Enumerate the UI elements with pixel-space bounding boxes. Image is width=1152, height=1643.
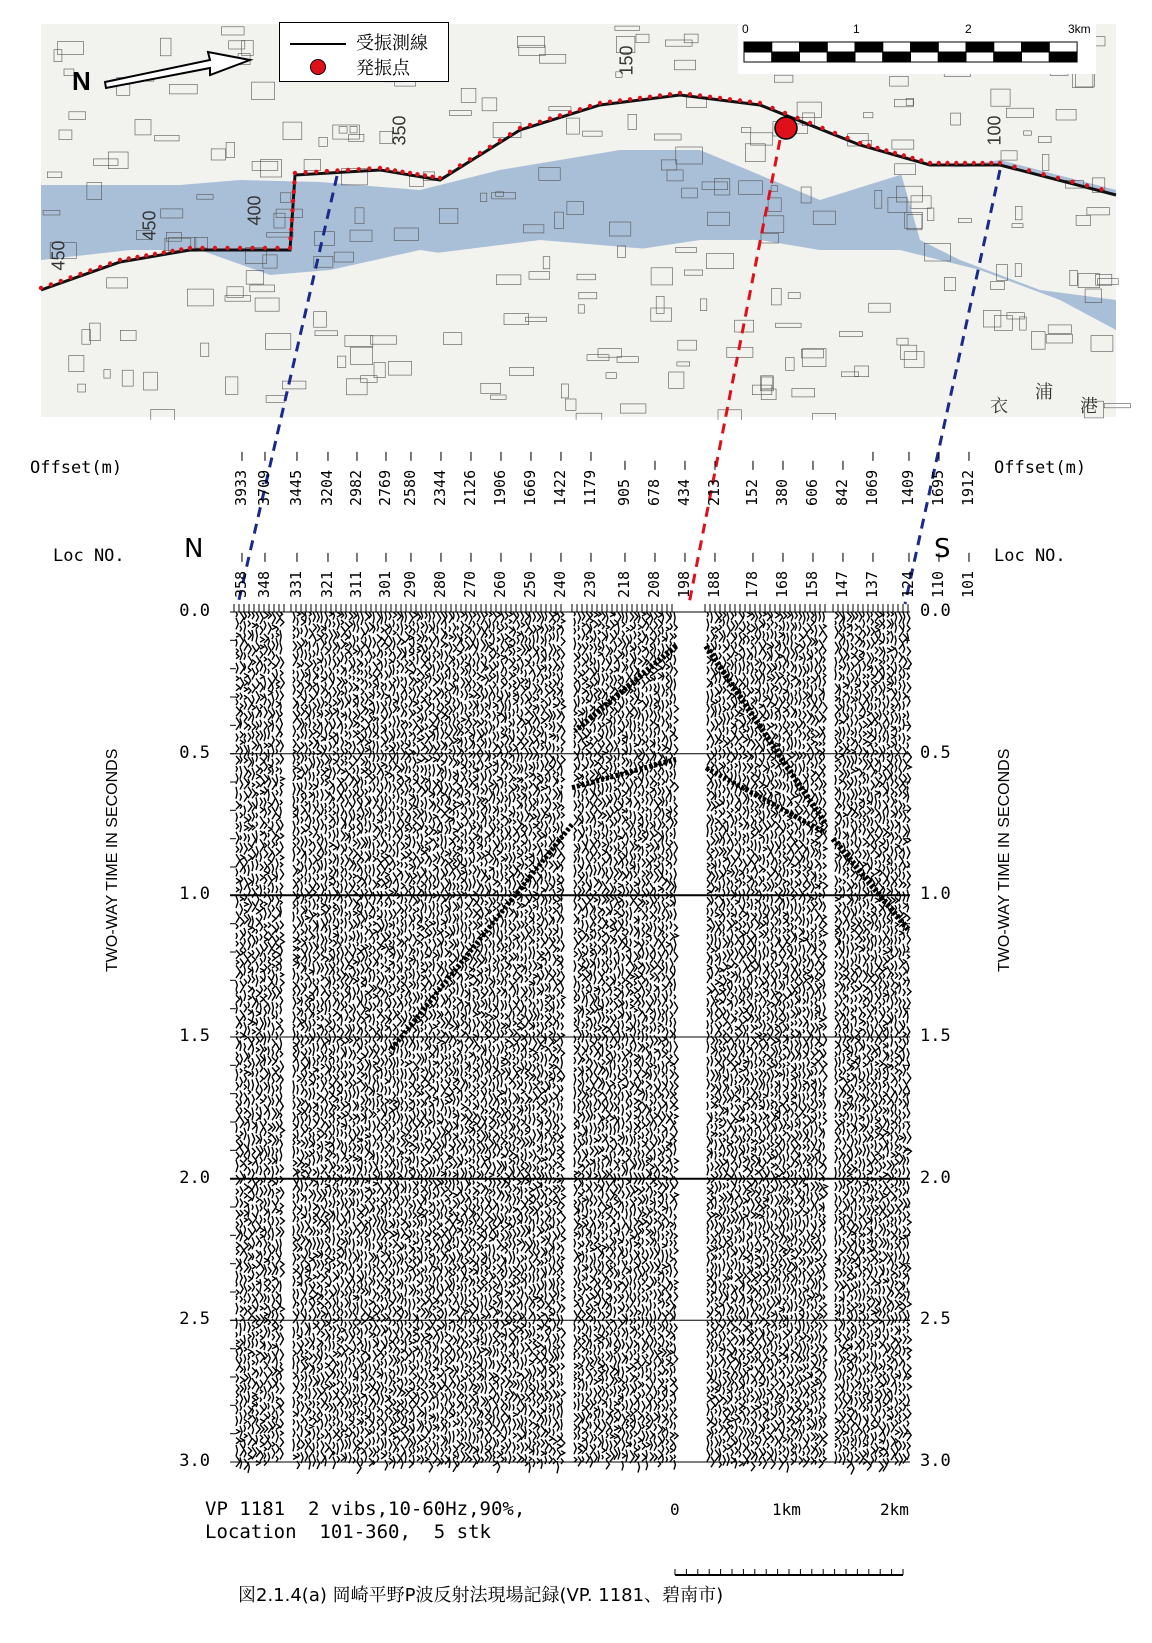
loc-value-198: 198 — [675, 552, 693, 598]
time-tick-left-3.0: 3.0 [179, 1451, 210, 1471]
map-place-450: 450 [139, 210, 160, 241]
offset-value-110: 1695 — [929, 451, 947, 506]
offset-value-358: 3933 — [232, 451, 250, 506]
map-scale-label-1: 1 [853, 22, 860, 36]
offset-value-188: 213 — [705, 460, 723, 506]
loc-value-240: 240 — [551, 552, 569, 598]
map-scale-label-3: 3km [1068, 22, 1091, 36]
loc-value-230: 230 — [581, 552, 599, 598]
offset-value-198: 434 — [675, 460, 693, 506]
offset-value-137: 1069 — [863, 451, 881, 506]
seismic-record [234, 612, 911, 1475]
loc-value-168: 168 — [773, 552, 791, 598]
connector-line-north [238, 176, 337, 604]
time-tick-left-2.5: 2.5 [179, 1309, 210, 1330]
loc-label-right: Loc NO. [994, 546, 1066, 566]
time-tick-left-1.0: 1.0 [179, 884, 210, 905]
connector-line-south [905, 170, 1000, 604]
time-tick-right-3.0: 3.0 [920, 1451, 951, 1471]
figure-caption: 図2.1.4(a) 岡崎平野P波反射法現場記録(VP. 1181、碧南市) [238, 1585, 724, 1606]
connector-lines [238, 140, 1000, 604]
loc-value-208: 208 — [645, 552, 663, 598]
loc-value-321: 321 — [318, 552, 336, 598]
offset-value-331: 3445 — [287, 451, 305, 506]
receiver-line-label: 受振測線 [356, 33, 428, 53]
loc-value-137: 137 — [863, 552, 881, 598]
offset-value-311: 2982 — [347, 451, 365, 506]
map-place-400: 400 [244, 195, 265, 226]
loc-value-290: 290 — [401, 552, 419, 598]
map-place-150: 150 [616, 45, 637, 76]
loc-value-331: 331 — [287, 552, 305, 598]
loc-value-147: 147 — [833, 552, 851, 598]
map-north-label: N [72, 66, 91, 96]
loc-value-101: 101 — [959, 552, 977, 598]
section-scale-ticks [675, 1569, 903, 1575]
loc-value-188: 188 — [705, 552, 723, 598]
time-tick-left-1.5: 1.5 [179, 1026, 210, 1046]
loc-value-250: 250 — [521, 552, 539, 598]
offset-value-321: 3204 — [318, 451, 336, 506]
loc-value-124: 124 — [899, 552, 917, 598]
offset-value-168: 380 — [773, 460, 791, 506]
loc-value-280: 280 — [431, 552, 449, 598]
time-tick-right-2.0: 2.0 [920, 1167, 951, 1188]
time-tick-right-0.0: 0.0 [920, 601, 951, 621]
map-place-100: 100 [984, 115, 1005, 146]
time-tick-right-1.5: 1.5 [920, 1026, 951, 1046]
offset-value-124: 1409 — [899, 451, 917, 506]
shot-point-label: 発振点 [356, 58, 410, 78]
offset-value-348: 3709 — [255, 451, 273, 506]
offset-value-208: 678 — [645, 460, 663, 506]
map-place-450-left: 450 [48, 240, 69, 271]
section-scale-label-0: 0 [670, 1500, 680, 1519]
time-tick-left-0.0: 0.0 [179, 601, 210, 621]
offset-value-240: 1422 — [551, 451, 569, 506]
offset-value-280: 2344 — [431, 451, 449, 506]
y-axis-title-right: TWO-WAY TIME IN SECONDS [996, 748, 1013, 972]
map-scale-label-0: 0 [742, 22, 749, 36]
section-scale-label-2km: 2km [880, 1500, 909, 1519]
time-tick-right-1.0: 1.0 [920, 884, 951, 905]
offset-value-158: 606 — [803, 460, 821, 506]
offset-value-250: 1669 — [521, 451, 539, 506]
time-tick-right-2.5: 2.5 [920, 1309, 951, 1330]
section-scale-label-1km: 1km [772, 1500, 801, 1519]
map-place-350: 350 [389, 115, 410, 146]
loc-value-311: 311 — [347, 552, 365, 598]
loc-value-260: 260 — [491, 552, 509, 598]
loc-value-358: 358 — [232, 552, 250, 598]
south-label: S [934, 534, 951, 564]
offset-value-290: 2580 — [401, 451, 419, 506]
offset-value-270: 2126 — [461, 451, 479, 506]
offset-value-230: 1179 — [581, 451, 599, 506]
offset-value-218: 905 — [615, 460, 633, 506]
vp-info-line1: VP 1181 2 vibs,10-60Hz,90%, [205, 1498, 526, 1520]
loc-value-301: 301 — [376, 552, 394, 598]
offset-value-147: 842 — [833, 460, 851, 506]
loc-value-158: 158 — [803, 552, 821, 598]
loc-value-178: 178 — [743, 552, 761, 598]
north-label: N [184, 534, 204, 564]
offset-label-left: Offset(m) [30, 458, 123, 478]
loc-label-left: Loc NO. [53, 546, 125, 566]
connector-line-shot [689, 140, 780, 604]
offset-value-101: 1912 — [959, 451, 977, 506]
time-tick-left-0.5: 0.5 [179, 742, 210, 763]
vp-info-line2: Location 101-360, 5 stk [205, 1521, 491, 1543]
map-place-ura: 浦 [1035, 382, 1053, 402]
offset-value-301: 2769 — [376, 451, 394, 506]
time-tick-left-2.0: 2.0 [179, 1167, 210, 1188]
offset-value-260: 1906 — [491, 451, 509, 506]
offset-value-178: 152 — [743, 460, 761, 506]
loc-value-218: 218 — [615, 552, 633, 598]
time-tick-right-0.5: 0.5 [920, 742, 951, 763]
offset-label-right: Offset(m) [994, 458, 1087, 478]
y-axis-title-left: TWO-WAY TIME IN SECONDS [104, 748, 121, 972]
map-scale-label-2: 2 [965, 22, 972, 36]
map-place-ko: 港 [1080, 396, 1098, 416]
trace-ticks [234, 604, 908, 612]
map-place-kinu: 衣 [990, 396, 1008, 416]
loc-value-270: 270 — [461, 552, 479, 598]
loc-value-348: 348 — [255, 552, 273, 598]
loc-value-110: 110 — [929, 552, 947, 598]
